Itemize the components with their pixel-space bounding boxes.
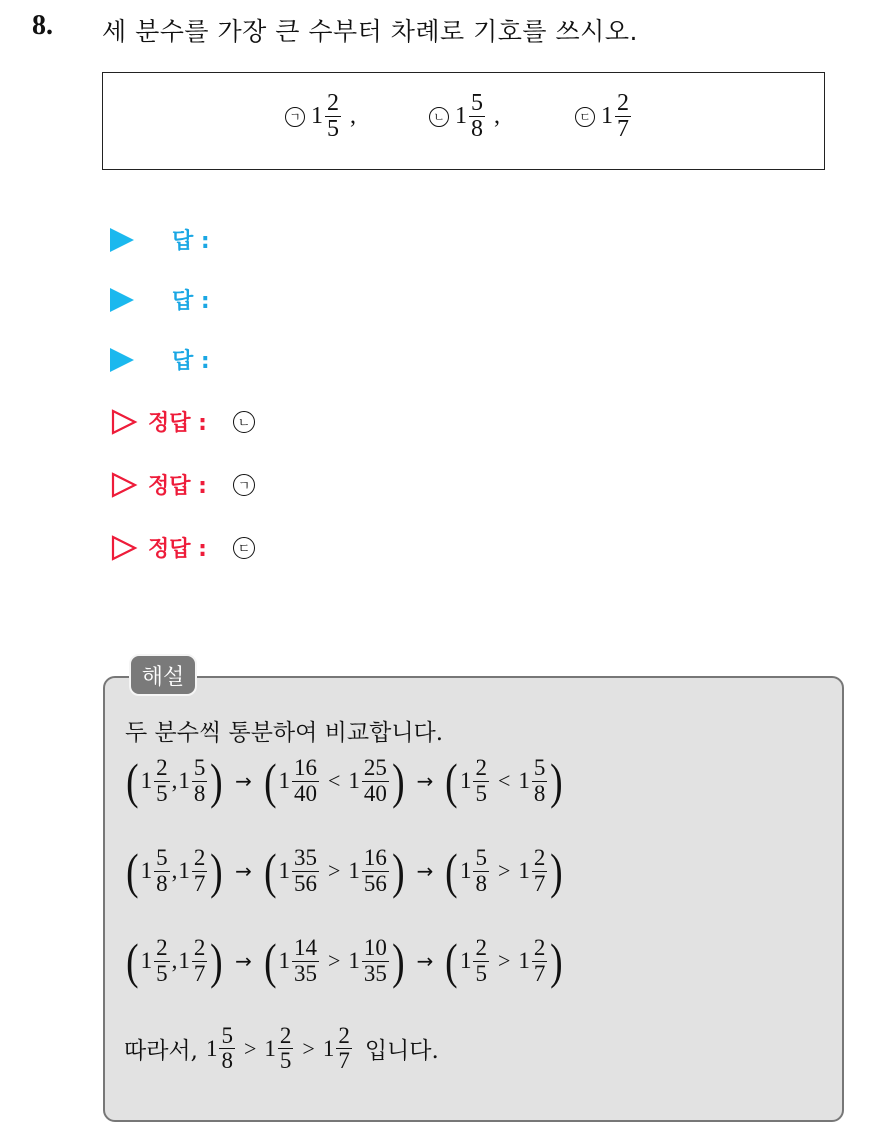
comparison-operator: < bbox=[497, 768, 511, 793]
fraction-denominator: 8 bbox=[221, 1048, 233, 1074]
arrow: → bbox=[416, 949, 434, 973]
fraction bbox=[473, 846, 489, 895]
left-paren: ( bbox=[126, 933, 139, 989]
option-mark-b: ㄴ bbox=[429, 107, 449, 127]
whole-part: 1 bbox=[205, 1035, 218, 1061]
option-mark-a: ㄱ bbox=[285, 107, 305, 127]
fraction-numerator: 2 bbox=[533, 845, 546, 871]
arrow: → bbox=[235, 949, 252, 973]
whole-part: 1 bbox=[459, 858, 472, 883]
answer-label: 답 : bbox=[172, 229, 210, 254]
fraction bbox=[192, 936, 208, 985]
left-paren: ( bbox=[445, 933, 458, 989]
mixed-number bbox=[278, 756, 320, 805]
comparison-operator: > bbox=[243, 1035, 257, 1061]
left-paren: ( bbox=[263, 753, 277, 809]
fraction-denominator: 5 bbox=[475, 960, 487, 986]
fraction-numerator: 25 bbox=[363, 755, 387, 781]
outline-triangle-icon bbox=[110, 471, 138, 499]
right-paren: ) bbox=[391, 933, 405, 989]
play-triangle-icon bbox=[110, 288, 134, 312]
fraction bbox=[154, 936, 170, 985]
mixed-number bbox=[460, 756, 490, 805]
option-separator: , bbox=[350, 103, 356, 130]
comma: , bbox=[171, 858, 178, 883]
whole-part: 1 bbox=[140, 858, 153, 883]
fraction-denominator: 56 bbox=[363, 870, 387, 896]
correct-row-2 bbox=[110, 469, 255, 500]
fraction-denominator: 5 bbox=[156, 780, 168, 806]
whole-part: 1 bbox=[459, 768, 472, 793]
fraction-denominator: 5 bbox=[279, 1048, 292, 1074]
fraction-numerator: 16 bbox=[363, 845, 387, 871]
whole-part: 1 bbox=[322, 1035, 335, 1061]
whole-part: 1 bbox=[178, 858, 190, 883]
mixed-number bbox=[460, 936, 490, 985]
fraction bbox=[292, 756, 319, 805]
option-whole: 1 bbox=[311, 103, 323, 130]
fraction-numerator: 5 bbox=[193, 755, 206, 781]
conclusion-suffix: 입니다. bbox=[364, 1038, 439, 1065]
comparison-operator: > bbox=[497, 948, 511, 973]
whole-part: 1 bbox=[278, 948, 290, 973]
fraction-denominator: 7 bbox=[533, 960, 546, 986]
fraction-denominator: 8 bbox=[193, 780, 206, 806]
fraction-denominator: 5 bbox=[327, 116, 339, 143]
comparison-operator: < bbox=[327, 768, 341, 793]
comma: , bbox=[171, 768, 178, 793]
mixed-number bbox=[206, 1024, 236, 1073]
answer-label: 답 : bbox=[172, 289, 210, 314]
fraction-denominator: 7 bbox=[193, 870, 206, 896]
right-paren: ) bbox=[210, 933, 223, 989]
right-paren: ) bbox=[391, 843, 405, 899]
fraction-numerator: 5 bbox=[221, 1023, 233, 1048]
conclusion-prefix: 따라서, bbox=[124, 1038, 198, 1065]
right-paren: ) bbox=[550, 753, 563, 809]
mixed-number bbox=[141, 936, 171, 985]
correct-row-3 bbox=[110, 532, 255, 563]
mixed-number bbox=[518, 936, 548, 985]
fraction-numerator: 14 bbox=[293, 935, 317, 961]
equation-line bbox=[124, 933, 565, 989]
play-triangle-icon bbox=[110, 228, 134, 252]
whole-part: 1 bbox=[178, 768, 190, 793]
equation-line bbox=[124, 753, 565, 809]
mixed-number bbox=[518, 756, 548, 805]
whole-part: 1 bbox=[348, 858, 360, 883]
comma: , bbox=[171, 948, 178, 973]
arrow: → bbox=[235, 859, 252, 883]
fraction-numerator: 5 bbox=[533, 755, 546, 781]
fraction-numerator: 2 bbox=[475, 935, 487, 961]
option-mark-c: ㄷ bbox=[575, 107, 595, 127]
fraction-numerator: 2 bbox=[193, 845, 206, 871]
left-paren: ( bbox=[445, 753, 458, 809]
mixed-number bbox=[348, 936, 390, 985]
question-text: 세 분수를 가장 큰 수부터 차례로 기호를 쓰시오. bbox=[102, 17, 638, 46]
fraction-numerator: 2 bbox=[617, 90, 629, 116]
whole-part: 1 bbox=[140, 948, 153, 973]
left-paren: ( bbox=[263, 933, 277, 989]
right-paren: ) bbox=[210, 753, 223, 809]
mixed-number bbox=[178, 936, 208, 985]
option-fraction bbox=[469, 91, 485, 142]
comparison-operator: > bbox=[327, 948, 341, 973]
whole-part: 1 bbox=[178, 948, 190, 973]
left-paren: ( bbox=[263, 843, 277, 899]
mixed-number bbox=[323, 1024, 353, 1073]
question-number: 8. bbox=[32, 10, 53, 41]
mixed-number bbox=[348, 846, 390, 895]
fraction bbox=[473, 756, 489, 805]
whole-part: 1 bbox=[348, 768, 360, 793]
fraction-denominator: 8 bbox=[475, 870, 487, 896]
fraction-numerator: 35 bbox=[293, 845, 317, 871]
comparison-operator: > bbox=[302, 1035, 315, 1061]
option-separator: , bbox=[494, 103, 500, 130]
left-paren: ( bbox=[126, 753, 139, 809]
whole-part: 1 bbox=[518, 948, 530, 973]
fraction bbox=[532, 846, 548, 895]
answer-row-2[interactable] bbox=[110, 284, 210, 315]
explanation-conclusion bbox=[124, 1024, 439, 1073]
mixed-number bbox=[178, 756, 208, 805]
fraction-denominator: 8 bbox=[156, 870, 168, 896]
arrow: → bbox=[416, 769, 434, 793]
fraction-denominator: 7 bbox=[338, 1048, 350, 1074]
play-triangle-icon bbox=[110, 348, 134, 372]
fraction-numerator: 16 bbox=[293, 755, 317, 781]
option-a bbox=[285, 91, 356, 142]
fraction-denominator: 8 bbox=[471, 116, 483, 143]
fraction bbox=[219, 1024, 235, 1073]
fraction bbox=[362, 846, 389, 895]
fraction bbox=[362, 756, 389, 805]
fraction bbox=[473, 936, 489, 985]
comparison-operator: > bbox=[327, 858, 341, 883]
correct-label: 정답 : bbox=[148, 474, 207, 499]
mixed-number bbox=[141, 846, 171, 895]
arrow: → bbox=[235, 769, 252, 793]
fraction-denominator: 40 bbox=[293, 780, 317, 806]
correct-label: 정답 : bbox=[148, 537, 207, 562]
comparison-operator: > bbox=[497, 858, 511, 883]
mixed-number bbox=[178, 846, 208, 895]
fraction-denominator: 56 bbox=[293, 870, 317, 896]
mixed-number bbox=[278, 936, 320, 985]
arrow: → bbox=[416, 859, 434, 883]
fraction bbox=[192, 756, 208, 805]
whole-part: 1 bbox=[264, 1035, 276, 1061]
fraction bbox=[292, 846, 319, 895]
fraction-numerator: 2 bbox=[193, 935, 206, 961]
correct-label: 정답 : bbox=[148, 411, 207, 436]
fraction-denominator: 5 bbox=[475, 780, 487, 806]
mixed-number bbox=[264, 1024, 294, 1073]
whole-part: 1 bbox=[518, 768, 530, 793]
left-paren: ( bbox=[445, 843, 458, 899]
whole-part: 1 bbox=[348, 948, 360, 973]
option-whole: 1 bbox=[455, 103, 467, 130]
equation-line bbox=[124, 843, 565, 899]
fraction-numerator: 5 bbox=[471, 90, 483, 116]
explanation-tag: 해설 bbox=[129, 654, 197, 696]
fraction-numerator: 2 bbox=[279, 1023, 292, 1048]
right-paren: ) bbox=[210, 843, 223, 899]
correct-value: ㄴ bbox=[233, 411, 255, 433]
mixed-number bbox=[348, 756, 390, 805]
fraction bbox=[336, 1024, 352, 1073]
mixed-number bbox=[278, 846, 320, 895]
fraction-numerator: 5 bbox=[475, 845, 487, 871]
answer-label: 답 : bbox=[172, 349, 210, 374]
fraction-denominator: 7 bbox=[193, 960, 206, 986]
options-box bbox=[102, 72, 825, 170]
fraction-denominator: 7 bbox=[533, 870, 546, 896]
answer-row-1[interactable] bbox=[110, 224, 210, 255]
correct-value: ㄱ bbox=[233, 474, 255, 496]
whole-part: 1 bbox=[518, 858, 530, 883]
right-paren: ) bbox=[550, 843, 563, 899]
fraction-denominator: 5 bbox=[156, 960, 168, 986]
fraction bbox=[154, 756, 170, 805]
answer-row-3[interactable] bbox=[110, 344, 210, 375]
fraction bbox=[532, 936, 548, 985]
fraction-numerator: 2 bbox=[156, 935, 168, 961]
option-fraction bbox=[615, 91, 631, 142]
mixed-number bbox=[141, 756, 171, 805]
whole-part: 1 bbox=[140, 768, 153, 793]
fraction bbox=[532, 756, 548, 805]
explanation-intro: 두 분수씩 통분하여 비교합니다. bbox=[125, 720, 444, 746]
whole-part: 1 bbox=[278, 858, 290, 883]
correct-value: ㄷ bbox=[233, 537, 255, 559]
fraction-denominator: 7 bbox=[617, 116, 629, 143]
fraction bbox=[292, 936, 319, 985]
option-b bbox=[429, 91, 500, 142]
left-paren: ( bbox=[126, 843, 139, 899]
fraction bbox=[362, 936, 389, 985]
outline-triangle-icon bbox=[110, 408, 138, 436]
fraction-denominator: 35 bbox=[293, 960, 317, 986]
correct-row-1 bbox=[110, 406, 255, 437]
right-paren: ) bbox=[550, 933, 563, 989]
fraction bbox=[278, 1024, 294, 1073]
fraction-numerator: 5 bbox=[156, 845, 168, 871]
conclusion-math bbox=[206, 1024, 353, 1073]
right-paren: ) bbox=[391, 753, 405, 809]
option-whole: 1 bbox=[601, 103, 613, 130]
fraction-denominator: 8 bbox=[533, 780, 546, 806]
fraction-numerator: 2 bbox=[533, 935, 546, 961]
fraction bbox=[192, 846, 208, 895]
fraction-denominator: 35 bbox=[363, 960, 387, 986]
option-fraction bbox=[325, 91, 341, 142]
whole-part: 1 bbox=[278, 768, 290, 793]
fraction-numerator: 2 bbox=[156, 755, 168, 781]
whole-part: 1 bbox=[459, 948, 472, 973]
fraction-numerator: 10 bbox=[363, 935, 387, 961]
mixed-number bbox=[460, 846, 490, 895]
outline-triangle-icon bbox=[110, 534, 138, 562]
fraction-numerator: 2 bbox=[327, 90, 339, 116]
fraction-numerator: 2 bbox=[338, 1023, 350, 1048]
fraction-denominator: 40 bbox=[363, 780, 387, 806]
fraction bbox=[154, 846, 170, 895]
fraction-numerator: 2 bbox=[475, 755, 487, 781]
mixed-number bbox=[518, 846, 548, 895]
option-c bbox=[575, 91, 632, 142]
